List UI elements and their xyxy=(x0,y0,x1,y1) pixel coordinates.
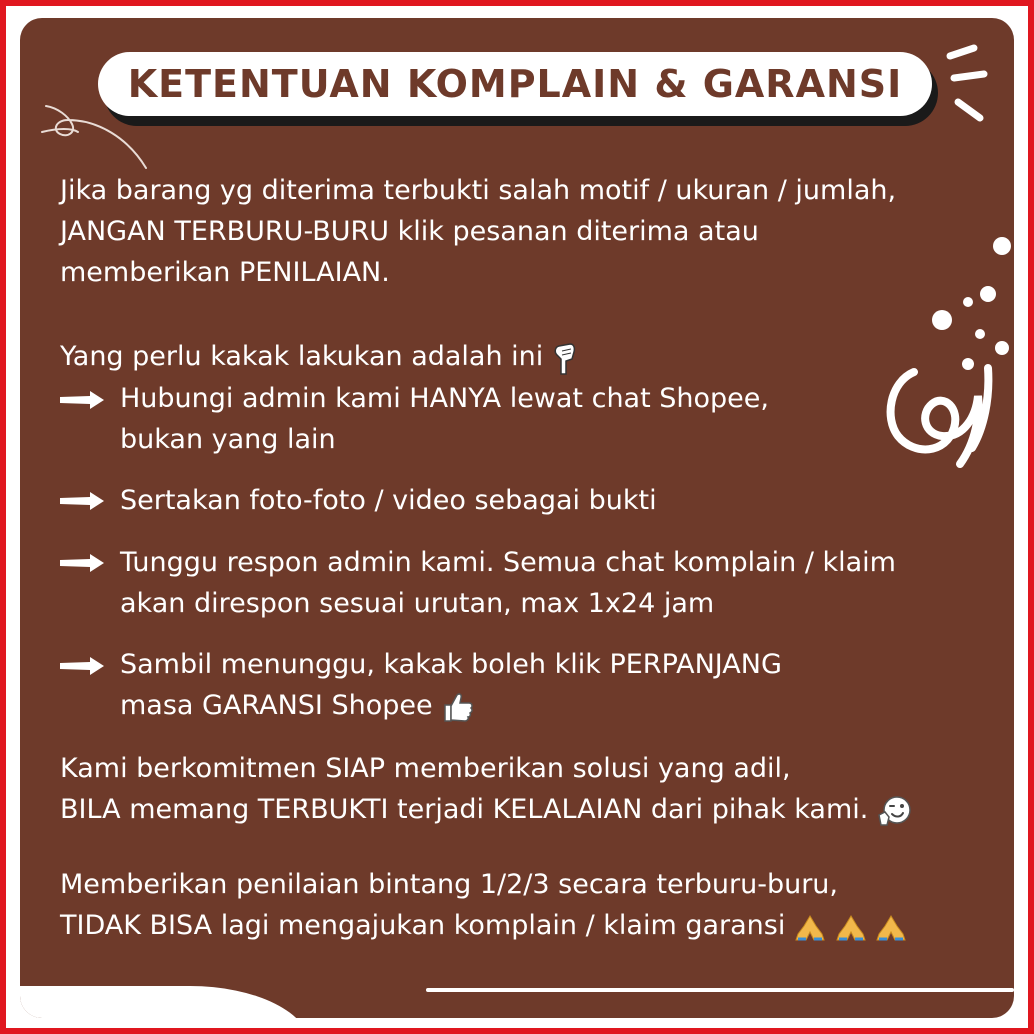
intro-line-1: Jika barang yg diterima terbukti salah motif / ukuran / jumlah, xyxy=(60,175,897,206)
intro-line-3: memberikan PENILAIAN. xyxy=(60,257,390,288)
step-4-line-2-wrap xyxy=(120,685,782,726)
pointing-down-hand-icon xyxy=(552,341,576,375)
step-4 xyxy=(120,644,782,726)
right-arrow-icon xyxy=(58,553,106,573)
folded-hands-icon xyxy=(835,912,867,942)
step-1-line-2: bukan yang lain xyxy=(120,424,336,455)
steps-heading-text: Yang perlu kakak lakukan adalah ini xyxy=(60,341,544,372)
step-3-line-1: Tunggu respon admin kami. Semua chat komplain / klaim xyxy=(120,547,896,578)
step-2-line-1: Sertakan foto-foto / video sebagai bukti xyxy=(120,485,657,516)
title-pill xyxy=(98,52,932,116)
intro-line-2: JANGAN TERBURU-BURU klik pesanan diterima atau xyxy=(60,216,759,247)
step-1 xyxy=(120,378,769,460)
card-corner-cutout xyxy=(20,986,310,1018)
step-3-line-2: akan direspon sesuai urutan, max 1x24 jam xyxy=(120,588,715,619)
step-2 xyxy=(120,480,657,521)
dots-swirl-decoration-icon xyxy=(880,228,1014,488)
page-title: KETENTUAN KOMPLAIN & GARANSI xyxy=(127,62,903,106)
warning-line-1: Memberikan penilaian bintang 1/2/3 secara terburu-buru, xyxy=(60,869,838,900)
warning-line-2-wrap xyxy=(60,905,907,946)
step-4-line-1: Sambil menunggu, kakak boleh klik PERPANJANG xyxy=(120,649,782,680)
step-3 xyxy=(120,542,896,624)
right-arrow-icon xyxy=(58,491,106,511)
winking-face-icon xyxy=(877,795,913,827)
commitment-line-2: BILA memang TERBUKTI terjadi KELALAIAN dari pihak kami. xyxy=(60,794,869,825)
warning-line-2: TIDAK BISA lagi mengajukan komplain / klaim garansi xyxy=(60,910,786,941)
folded-hands-icon xyxy=(875,912,907,942)
right-arrow-icon xyxy=(58,656,106,676)
commitment-line-1: Kami berkomitmen SIAP memberikan solusi yang adil, xyxy=(60,753,791,784)
step-1-line-1: Hubungi admin kami HANYA lewat chat Shopee, xyxy=(120,383,769,414)
commitment-paragraph xyxy=(60,748,913,830)
bottom-divider xyxy=(426,988,1014,992)
right-arrow-icon xyxy=(58,390,106,410)
warning-paragraph xyxy=(60,864,907,946)
commitment-line-2-wrap xyxy=(60,789,913,830)
step-4-line-2: masa GARANSI Shopee xyxy=(120,690,433,721)
sparkle-lines-icon xyxy=(944,40,994,130)
folded-hands-icon xyxy=(794,912,826,942)
thumbs-up-icon xyxy=(441,691,475,723)
intro-paragraph xyxy=(60,170,896,293)
steps-heading xyxy=(60,336,576,377)
